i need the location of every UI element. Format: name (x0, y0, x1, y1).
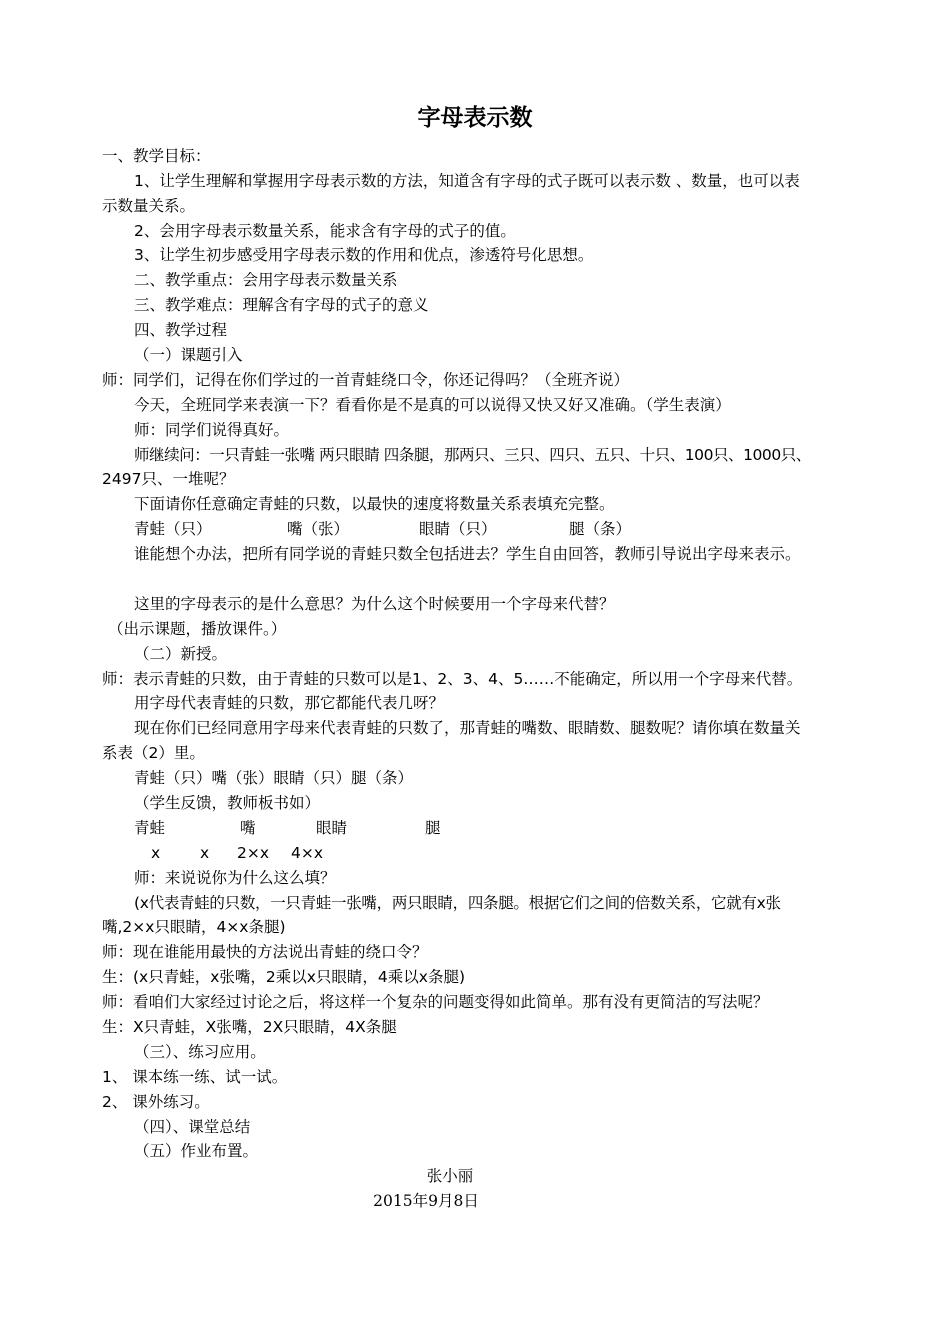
objective-3: 3、让学生初步感受用字母表示数的作用和优点，渗透符号化思想。 (134, 246, 594, 264)
paragraph: 师：现在谁能用最快的方法说出青蛙的绕口令？ (102, 943, 428, 961)
table2-value-mouth: x (200, 844, 210, 862)
paragraph: （出示课题，播放课件。） (108, 620, 287, 638)
paragraph: 下面请你任意确定青蛙的只数，以最快的速度将数量关系表填充完整。 (134, 495, 615, 513)
objective-1: 1、让学生理解和掌握用字母表示数的方法，知道含有字母的式子既可以表示数 、数量，也可以表 (134, 172, 800, 190)
list-item: 2、 课外练习。 (102, 1093, 210, 1111)
section-objectives: 一、教学目标： (102, 147, 211, 165)
list-item: 1、 课本练一练、试一试。 (102, 1068, 288, 1086)
paragraph-cont: 嘴,2×x只眼睛，4×x条腿) (102, 918, 286, 936)
paragraph: 师：看咱们大家经过讨论之后，将这样一个复杂的问题变得如此简单。那有没有更简洁的写法呢？ (102, 993, 769, 1011)
table1-header-eyes: 眼睛（只） (419, 520, 497, 538)
section-process: 四、教学过程 (134, 321, 228, 339)
table2-value-legs: 4×x (291, 844, 324, 862)
paragraph: （学生反馈，教师板书如） (134, 794, 321, 812)
paragraph: 师继续问：一只青蛙一张嘴 两只眼睛 四条腿，那两只、三只、四只、五只、十只、100只、1000只、 (134, 446, 811, 464)
section-key-point: 二、教学重点：会用字母表示数量关系 (134, 271, 398, 289)
signature-author: 张小丽 (426, 1167, 474, 1185)
subsection-new-lesson: （二）新授。 (134, 645, 228, 663)
paragraph: 师：同学们说得真好。 (134, 421, 290, 439)
table2-header-legs: 腿 (425, 819, 441, 837)
table2-header-frog: 青蛙 (134, 819, 166, 837)
paragraph: 现在你们已经同意用字母来代表青蛙的只数了，那青蛙的嘴数、眼睛数、腿数呢？请你填在数量关 (134, 719, 801, 737)
paragraph: 用字母代表青蛙的只数，那它都能代表几呀？ (134, 694, 445, 712)
subsection-homework: （五）作业布置。 (134, 1142, 259, 1160)
section-difficulty: 三、教学难点：理解含有字母的式子的意义 (134, 296, 429, 314)
subsection-intro: （一）课题引入 (134, 346, 243, 364)
paragraph-cont: 系表（2）里。 (102, 744, 205, 762)
subsection-practice: （三）、练习应用。 (134, 1043, 266, 1061)
paragraph: 师：表示青蛙的只数，由于青蛙的只数可以是1、2、3、4、5……不能确定，所以用一个字母来代替。 (102, 670, 803, 688)
subsection-summary: （四）、课堂总结 (134, 1118, 251, 1136)
objective-1-cont: 示数量关系。 (102, 197, 196, 215)
paragraph: (x代表青蛙的只数，一只青蛙一张嘴，两只眼睛，四条腿。根据它们之间的倍数关系，它就有x张 (134, 894, 781, 912)
paragraph: 生：(x只青蛙，x张嘴，2乘以x只眼睛，4乘以x条腿) (102, 968, 466, 986)
table1-header-mouth: 嘴（张） (287, 520, 350, 538)
objective-2: 2、会用字母表示数量关系，能求含有字母的式子的值。 (134, 222, 516, 240)
table2-header-eyes: 眼睛 (316, 819, 348, 837)
paragraph: 青蛙（只）嘴（张）眼睛（只）腿（条） (134, 769, 414, 787)
paragraph: 今天，全班同学来表演一下？看看你是不是真的可以说得又快又好又准确。（学生表演） (134, 396, 731, 414)
paragraph: 师：来说说你为什么这么填？ (134, 869, 336, 887)
paragraph: 谁能想个办法，把所有同学说的青蛙只数全包括进去？学生自由回答，教师引导说出字母来表示。 (134, 545, 801, 563)
document-title: 字母表示数 (417, 105, 533, 131)
paragraph-cont: 2497只、一堆呢？ (102, 470, 235, 488)
table2-value-frog: x (151, 844, 161, 862)
table1-header-legs: 腿（条） (569, 520, 632, 538)
paragraph: 师：同学们，记得在你们学过的一首青蛙绕口令，你还记得吗？（全班齐说） (102, 371, 630, 389)
signature-date: 2015年9月8日 (373, 1192, 479, 1210)
paragraph: 这里的字母表示的是什么意思？为什么这个时候要用一个字母来代替？ (134, 595, 615, 613)
table1-header-frog: 青蛙（只） (134, 520, 212, 538)
table2-value-eyes: 2×x (237, 844, 270, 862)
paragraph: 生：X只青蛙，X张嘴，2X只眼睛，4X条腿 (102, 1018, 397, 1036)
table2-header-mouth: 嘴 (240, 819, 256, 837)
